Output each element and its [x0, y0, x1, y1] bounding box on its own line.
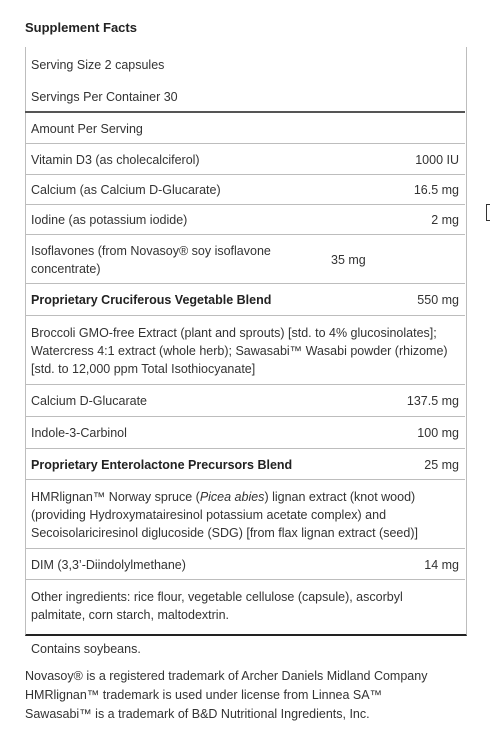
blend-description: Broccoli GMO-free Extract (plant and sprouts) [std. to 4% glucosinolates]; Watercress 4:1 extract (whole herb); Sawasabi™ Wasabi powder (rhizome) [std. to 12,000 ppm Total Isothiocyanate] [31, 325, 448, 376]
serving-size: Serving Size 2 capsules [31, 58, 165, 72]
nutrient-label: Vitamin D3 (as cholecalciferol) [31, 152, 200, 167]
ingredient-value: 100 mg [417, 426, 459, 440]
amount-per-serving: Amount Per Serving [31, 121, 143, 136]
nutrient-label: Isoflavones (from Novasoy® soy isoflavone concentrate) [31, 243, 271, 276]
other-ingredients-row [25, 581, 465, 631]
nutrient-row [25, 206, 465, 235]
ingredient-label: DIM (3,3’-Diindolylmethane) [31, 557, 186, 572]
nutrient-value: 35 mg [331, 252, 366, 267]
nutrient-row [25, 236, 465, 284]
blend-label: Proprietary Enterolactone Precursors Blend [31, 457, 293, 472]
text-cursor-icon [486, 204, 490, 221]
nutrient-row [25, 176, 465, 205]
blend-value: 550 mg [417, 293, 459, 307]
blend-description-row [25, 317, 465, 385]
blend-row [25, 450, 465, 480]
blend-label: Proprietary Cruciferous Vegetable Blend [31, 293, 272, 307]
trademark-line: Sawasabi™ is a trademark of B&D Nutritional Ingredients, Inc. [25, 707, 370, 721]
contains-note: Contains soybeans. [31, 642, 141, 656]
ingredient-value: 137.5 mg [406, 394, 459, 408]
latin-name: Picea abies [199, 489, 265, 504]
blend-description-part: HMRlignan™ Norway spruce ( [31, 489, 200, 504]
other-ingredients: Other ingredients: rice flour, vegetable cellulose (capsule), ascorbyl palmitate, corn starch, maltodextrin. [31, 590, 403, 622]
serving-size-row [25, 53, 465, 77]
blend-description-row [25, 481, 465, 549]
servings-per-container-row [25, 83, 465, 113]
servings-per-container: Servings Per Container 30 [31, 90, 178, 104]
nutrient-value: 2 mg [431, 213, 459, 227]
nutrient-label: Iodine (as potassium iodide) [31, 213, 188, 227]
ingredient-row [25, 550, 465, 580]
panel-title: Supplement Facts [25, 20, 137, 35]
blend-description [31, 488, 459, 542]
ingredient-label: Indole-3-Carbinol [31, 426, 127, 440]
blend-row [25, 285, 465, 316]
nutrient-row [25, 145, 465, 175]
nutrient-value: 16.5 mg [413, 183, 459, 197]
blend-description-part: ) lignan extract (knot wood) (providing Hydroxymatairesinol potassium acetate complex) and Secoisolariciresinol diglucoside (SDG) [from flax lignan extract (seed)] [31, 489, 418, 540]
ingredient-value: 14 mg [424, 557, 459, 572]
amount-per-serving-row [25, 114, 465, 144]
nutrient-label: Calcium (as Calcium D-Glucarate) [31, 183, 221, 197]
nutrient-value: 1000 IU [415, 152, 459, 167]
ingredient-row [25, 418, 465, 449]
trademark-line: HMRlignan™ trademark is used under license from Linnea SA™ [25, 688, 383, 702]
ingredient-label: Calcium D-Glucarate [31, 394, 148, 408]
ingredient-row [25, 386, 465, 417]
trademark-line: Novasoy® is a registered trademark of Archer Daniels Midland Company [25, 669, 428, 683]
blend-value: 25 mg [424, 457, 459, 472]
